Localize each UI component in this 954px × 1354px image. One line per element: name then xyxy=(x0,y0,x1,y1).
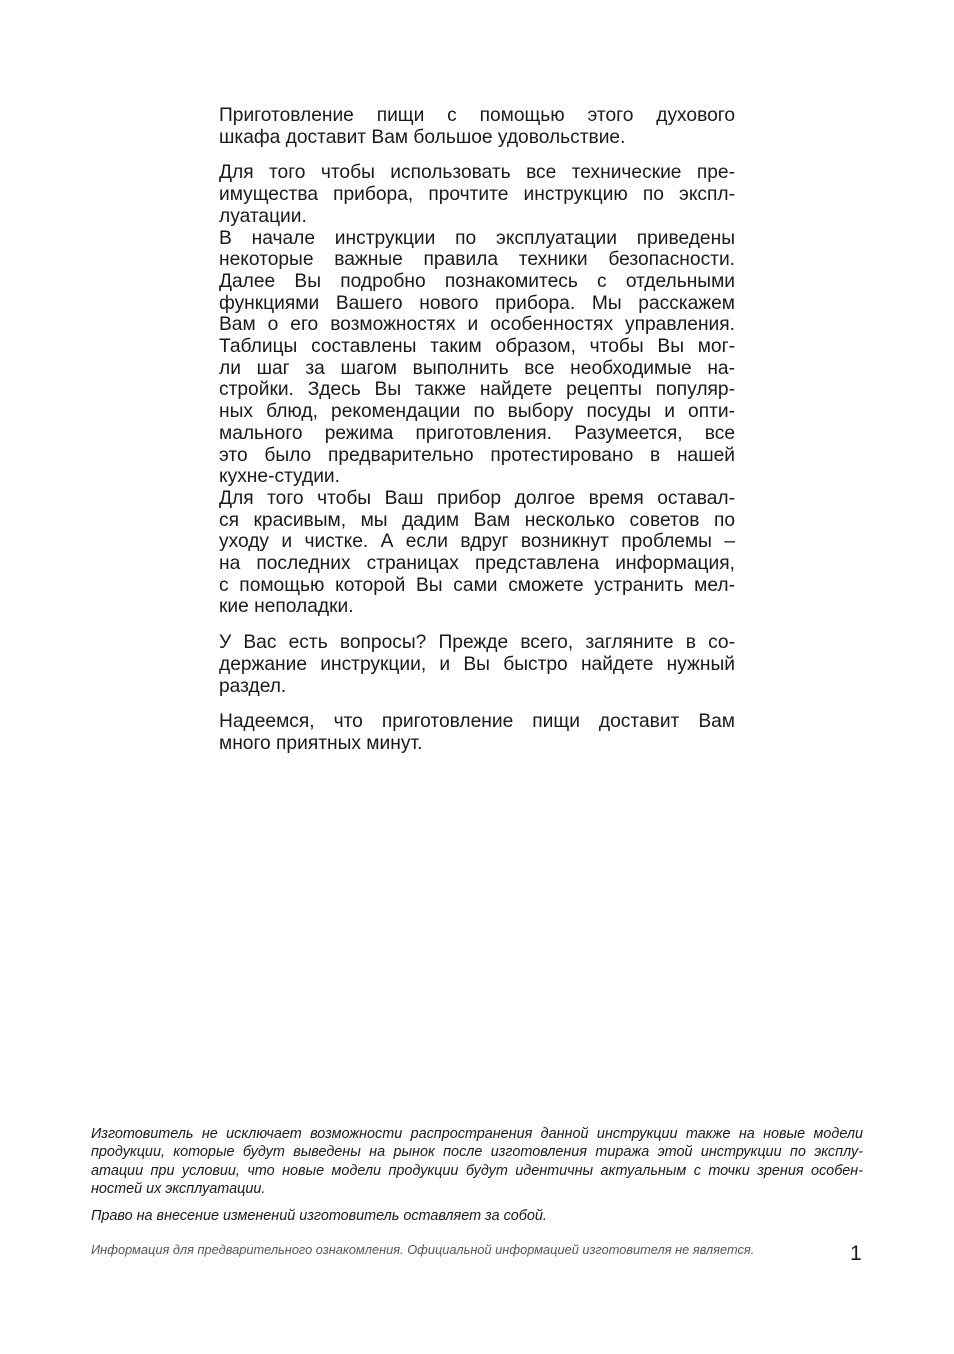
text-line: стройки. Здесь Вы также найдете рецепты популяр- xyxy=(219,379,735,401)
text-line: атации при условии, что новые модели продукции будут идентичны актуальным с точки зрения особен- xyxy=(91,1162,863,1179)
paragraph-questions xyxy=(219,632,735,697)
text-line: ностей их эксплуатации. xyxy=(91,1180,266,1197)
text-line: Для того чтобы Ваш прибор долгое время оставал- xyxy=(219,487,735,509)
text-line: В начале инструкции по эксплуатации приведены xyxy=(219,227,735,249)
text-line: У Вас есть вопросы? Прежде всего, загляните в со- xyxy=(219,632,735,654)
manufacturer-disclaimer xyxy=(91,1125,863,1198)
main-text xyxy=(219,105,735,769)
text-line: ных блюд, рекомендации по выбору посуды и опти- xyxy=(219,401,735,423)
text-line: мального режима приготовления. Разумеется, все xyxy=(219,422,735,444)
text-line: на последних страницах представлена информация, xyxy=(219,553,735,575)
text-line: кухне-студии. xyxy=(219,466,340,488)
text-line: Приготовление пищи с помощью этого духового xyxy=(219,105,735,126)
text-line: Изготовитель не исключает возможности распространения данной инструкции также на новые модели xyxy=(91,1126,863,1142)
text-line: ся красивым, мы дадим Вам несколько советов по xyxy=(219,509,735,531)
page-number: 1 xyxy=(850,1242,862,1265)
text-line: луатации. xyxy=(219,205,307,227)
text-line: шкафа доставит Вам большое удовольствие. xyxy=(219,126,626,148)
paragraph-advantages xyxy=(219,162,735,227)
text-line: держание инструкции, и Вы быстро найдете нужный xyxy=(219,653,735,675)
rights-notice: Право на внесение изменений изготовитель оставляет за собой. xyxy=(91,1208,547,1225)
text-line: это было предварительно протестировано в нашей xyxy=(219,444,735,466)
paragraph-care xyxy=(219,488,735,618)
text-line: Для того чтобы использовать все технические пре- xyxy=(219,162,735,184)
text-line: уходу и чистке. А если вдруг возникнут проблемы – xyxy=(219,531,735,553)
text-line: продукции, которые будут выведены на рынок после изготовления тиража этой инструкции по эксплу- xyxy=(91,1144,863,1161)
text-line: функциями Вашего нового прибора. Мы расскажем xyxy=(219,292,735,314)
text-line: некоторые важные правила техники безопасности. xyxy=(219,249,735,271)
text-line: Таблицы составлены таким образом, чтобы Вы мог- xyxy=(219,336,735,358)
text-line: много приятных минут. xyxy=(219,732,423,754)
paragraph-closing xyxy=(219,711,735,754)
text-line: раздел. xyxy=(219,675,287,697)
text-line: ли шаг за шагом выполнить все необходимые на- xyxy=(219,357,735,379)
text-line: имущества прибора, прочтите инструкцию по экспл- xyxy=(219,184,735,206)
text-line: Надеемся, что приготовление пищи доставит Вам xyxy=(219,711,735,733)
paragraph-contents-overview xyxy=(219,228,735,488)
footnote xyxy=(91,1125,863,1234)
text-line: с помощью которой Вы сами сможете устранить мел- xyxy=(219,574,735,596)
preliminary-info-notice: Информация для предварительного ознакомления. Официальной информацией изготовителя не является. xyxy=(91,1242,755,1257)
paragraph-intro xyxy=(219,105,735,148)
text-line: кие неполадки. xyxy=(219,596,354,618)
text-line: Далее Вы подробно познакомитесь с отдельными xyxy=(219,270,735,292)
text-line: Вам о его возможностях и особенностях управления. xyxy=(219,314,735,336)
